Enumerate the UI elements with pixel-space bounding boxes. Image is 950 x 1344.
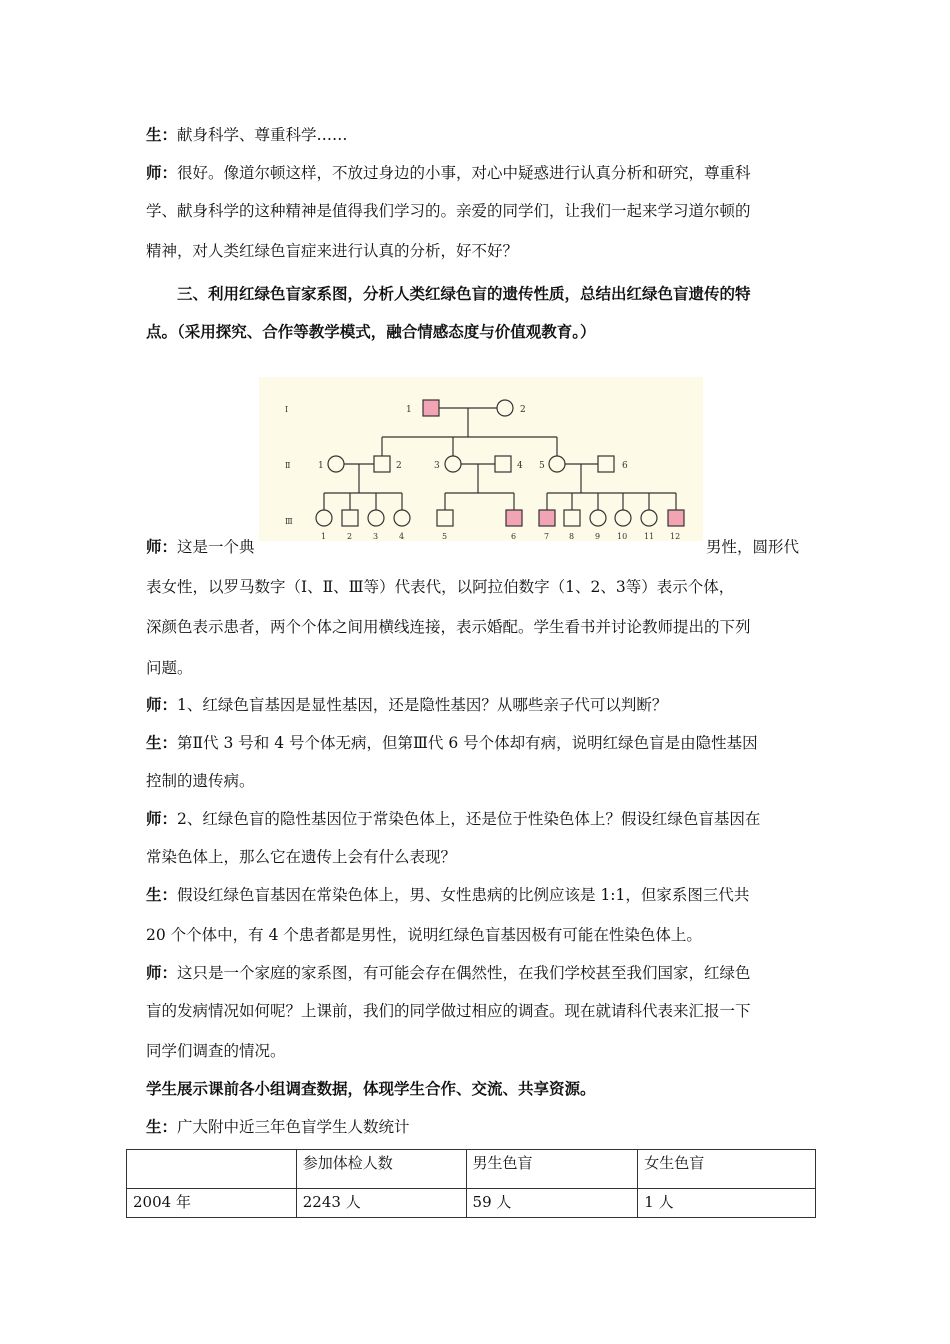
table-row bbox=[127, 1189, 816, 1218]
svg-text:5: 5 bbox=[539, 461, 545, 471]
svg-text:9: 9 bbox=[595, 532, 601, 541]
svg-text:11: 11 bbox=[644, 532, 655, 541]
t3-cont-2: 同学们调查的情况。 bbox=[146, 1042, 286, 1060]
svg-text:2: 2 bbox=[347, 532, 353, 541]
gen3-male-12-affected bbox=[668, 510, 684, 526]
svg-text:1: 1 bbox=[406, 405, 412, 415]
para-4: 精神，对人类红绿色盲症来进行认真的分析，好不好？ bbox=[146, 242, 519, 260]
gen3-female-3 bbox=[368, 510, 384, 526]
section-heading: 三、利用红绿色盲家系图，分析人类红绿色盲的遗传性质，总结出红绿色盲遗传的特 bbox=[177, 284, 751, 303]
t3-cont-1: 盲的发病情况如何呢？上课前，我们的同学做过相应的调查。现在就请科代表来汇报一下 bbox=[146, 1002, 751, 1020]
a1-cont: 控制的遗传病。 bbox=[146, 772, 255, 790]
table-header-cell: 参加体检人数 bbox=[296, 1150, 466, 1189]
gen3-male-8 bbox=[564, 510, 580, 526]
gen3-male-7-affected bbox=[539, 510, 555, 526]
svg-text:10: 10 bbox=[617, 532, 628, 541]
gen2-male-2 bbox=[374, 456, 390, 472]
gen2-male-6 bbox=[598, 456, 614, 472]
para-8: 问题。 bbox=[146, 659, 193, 677]
gen2-female-5 bbox=[549, 456, 565, 472]
table-header-cell bbox=[127, 1150, 297, 1189]
gen3-male-6-affected bbox=[506, 510, 522, 526]
gen2-male-4 bbox=[495, 456, 511, 472]
table-cell: 1 人 bbox=[638, 1189, 816, 1218]
q2: 师：2、红绿色盲的隐性基因位于常染色体上，还是位于性染色体上？假设红绿色盲基因在 bbox=[146, 809, 761, 828]
para-7: 深颜色表示患者，两个个体之间用横线连接，表示婚配。学生看书并讨论教师提出的下列 bbox=[146, 618, 751, 636]
gen3-female-4 bbox=[394, 510, 410, 526]
svg-text:7: 7 bbox=[544, 532, 550, 541]
para-5-cont: 男性，圆形代 bbox=[706, 538, 800, 556]
svg-text:4: 4 bbox=[399, 532, 405, 541]
t3: 师：这只是一个家庭的家系图，有可能会存在偶然性，在我们学校甚至我们国家，红绿色 bbox=[146, 963, 751, 982]
svg-text:8: 8 bbox=[569, 532, 575, 541]
a1: 生：第Ⅱ代 3 号和 4 号个体无病，但第Ⅲ代 6 号个体却有病，说明红绿色盲是由隐性基因 bbox=[146, 733, 758, 752]
svg-text:1: 1 bbox=[321, 532, 327, 541]
para-5: 师：这是一个典 bbox=[146, 537, 255, 556]
pedigree-chart bbox=[259, 377, 703, 541]
table-header-cell: 女生色盲 bbox=[638, 1150, 816, 1189]
gen3-male-5 bbox=[437, 510, 453, 526]
svg-text:2: 2 bbox=[396, 461, 402, 471]
a2: 生：假设红绿色盲基因在常染色体上，男、女性患病的比例应该是 1:1，但家系图三代共 bbox=[146, 885, 750, 904]
para-6: 表女性，以罗马数字（Ⅰ、Ⅱ、Ⅲ等）代表代，以阿拉伯数字（1、2、3等）表示个体， bbox=[146, 578, 735, 596]
svg-text:2: 2 bbox=[520, 405, 526, 415]
gen-label-3: Ⅲ bbox=[285, 517, 293, 526]
svg-text:6: 6 bbox=[622, 461, 628, 471]
gen1-male-1-affected bbox=[423, 400, 439, 416]
svg-text:12: 12 bbox=[670, 532, 681, 541]
svg-text:4: 4 bbox=[517, 461, 523, 471]
table-cell: 2243 人 bbox=[296, 1189, 466, 1218]
table-cell: 59 人 bbox=[466, 1189, 638, 1218]
gen-label-1: Ⅰ bbox=[285, 405, 289, 414]
a2-cont: 20 个个体中，有 4 个患者都是男性，说明红绿色盲基因极有可能在性染色体上。 bbox=[146, 926, 702, 944]
gen3-female-11 bbox=[641, 510, 657, 526]
gen3-female-10 bbox=[615, 510, 631, 526]
gen2-female-1 bbox=[328, 456, 344, 472]
student-activity: 学生展示课前各小组调查数据，体现学生合作、交流、共享资源。 bbox=[146, 1079, 596, 1098]
gen2-female-3 bbox=[445, 456, 461, 472]
svg-text:3: 3 bbox=[434, 461, 440, 471]
q1: 师：1、红绿色盲基因是显性基因，还是隐性基因？从哪些亲子代可以判断？ bbox=[146, 695, 668, 714]
gen3-female-9 bbox=[590, 510, 606, 526]
gen1-female-2 bbox=[497, 400, 513, 416]
table-header-cell: 男生色盲 bbox=[466, 1150, 638, 1189]
para-3: 学、献身科学的这种精神是值得我们学习的。亲爱的同学们，让我们一起来学习道尔顿的 bbox=[146, 202, 751, 220]
q2-cont: 常染色体上，那么它在遗传上会有什么表现？ bbox=[146, 848, 457, 866]
para-1: 生：献身科学、尊重科学…… bbox=[146, 125, 348, 144]
table-cell: 2004 年 bbox=[127, 1189, 297, 1218]
table-caption: 生：广大附中近三年色盲学生人数统计 bbox=[146, 1117, 410, 1136]
gen-label-2: Ⅱ bbox=[285, 461, 291, 470]
gen3-male-2 bbox=[342, 510, 358, 526]
svg-text:1: 1 bbox=[318, 461, 324, 471]
svg-text:5: 5 bbox=[442, 532, 448, 541]
para-2: 师：很好。像道尔顿这样，不放过身边的小事，对心中疑惑进行认真分析和研究，尊重科 bbox=[146, 163, 751, 182]
table-header-row bbox=[127, 1150, 816, 1189]
section-heading-cont: 点。（采用探究、合作等教学模式，融合情感态度与价值观教育。） bbox=[146, 322, 596, 341]
colorblind-stats-table bbox=[126, 1149, 816, 1218]
svg-text:3: 3 bbox=[373, 532, 379, 541]
gen3-female-1 bbox=[316, 510, 332, 526]
svg-text:6: 6 bbox=[511, 532, 517, 541]
